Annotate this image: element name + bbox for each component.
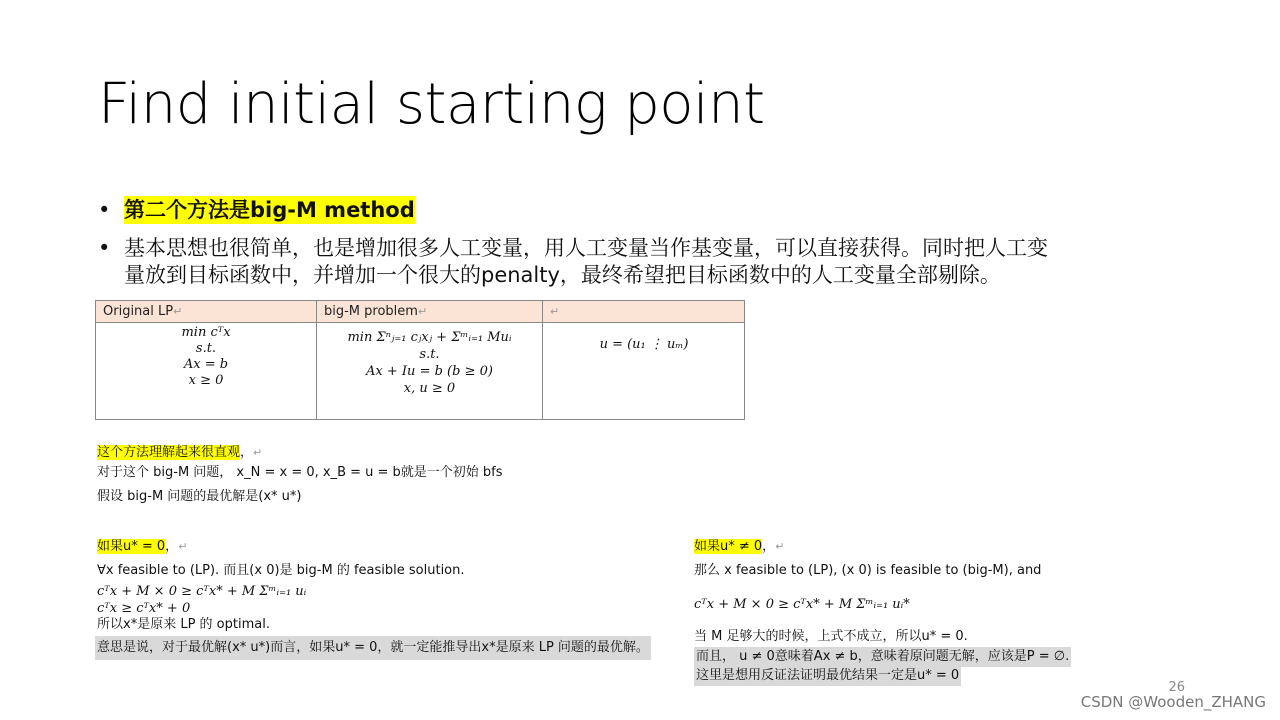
table-header-original-lp: Original LP↵ xyxy=(103,304,183,319)
bullet-2 xyxy=(98,234,1198,290)
note-initial-bfs: 对于这个 big-M 问题， x_N = x = 0, x_B = u = b就是一个初始 bfs xyxy=(97,465,503,480)
bullet-1-text: 第二个方法是big-M method xyxy=(124,198,415,222)
note-no-solution: 而且， u ≠ 0意味着Ax ≠ b，意味着原问题无解，应该是P = ∅. xyxy=(694,647,1071,667)
note-feasible-lp: ∀x feasible to (LP). 而且(x 0)是 big-M 的 feasible solution. xyxy=(97,563,465,578)
note-feasible-bigm: 那么 x feasible to (LP), (x 0) is feasible to (big-M), and xyxy=(694,563,1042,578)
note-if-u-nonzero: 如果u* ≠ 0，↵ xyxy=(694,539,785,554)
note-intuitive: 这个方法理解起来很直观，↵ xyxy=(97,445,263,460)
bullet-dot: • xyxy=(98,236,111,260)
bullet-2-line-2: 量放到目标函数中，并增加一个很大的penalty，最终希望把目标函数中的人工变量全部剔除。 xyxy=(124,263,1001,287)
bullet-dot: • xyxy=(98,198,111,222)
note-contradiction: 这里是想用反证法证明最优结果一定是u* = 0 xyxy=(694,666,961,686)
note-if-u-zero: 如果u* = 0，↵ xyxy=(97,539,188,554)
table-cell-bigm: min Σⁿⱼ₌₁ cⱼxⱼ + Σᵐᵢ₌₁ Muᵢ s.t. Ax + Iu = b (b ≥ 0) x, u ≥ 0 xyxy=(347,330,512,396)
slide-title: Find initial starting point xyxy=(98,72,765,137)
note-optimal-lp: 所以x*是原来 LP 的 optimal. xyxy=(97,617,270,632)
table-header-empty: ↵ xyxy=(550,305,560,318)
bullet-2-line-1: 基本思想也很简单，也是增加很多人工变量，用人工变量当作基变量，可以直接获得。同时把人工变 xyxy=(124,236,1048,260)
note-meaning: 意思是说，对于最优解(x* u*)而言，如果u* = 0，就一定能推导出x*是原来 LP 问题的最优解。 xyxy=(95,636,651,660)
note-optimal-solution: 假设 big-M 问题的最优解是(x* u*) xyxy=(97,489,302,504)
comparison-table xyxy=(95,300,745,420)
table-cell-u-vector: u = (u₁ ⋮ uₘ) xyxy=(599,337,689,352)
table-cell-original-lp: min cᵀx s.t. Ax = b x ≥ 0 xyxy=(181,325,231,388)
note-inequality-2: cᵀx ≥ cᵀx* + 0 xyxy=(97,601,191,616)
table-header-bigm: big-M problem↵ xyxy=(324,304,428,319)
note-inequality-3: cᵀx + M × 0 ≥ cᵀx* + M Σᵐᵢ₌₁ uᵢ* xyxy=(694,597,910,612)
watermark: CSDN @Wooden_ZHANG xyxy=(1080,693,1266,711)
note-inequality-1: cᵀx + M × 0 ≥ cᵀx* + M Σᵐᵢ₌₁ uᵢ xyxy=(97,584,307,599)
table-divider xyxy=(542,301,543,419)
note-m-large: 当 M 足够大的时候，上式不成立，所以u* = 0. xyxy=(694,629,968,644)
page-number: 26 xyxy=(1168,680,1185,695)
